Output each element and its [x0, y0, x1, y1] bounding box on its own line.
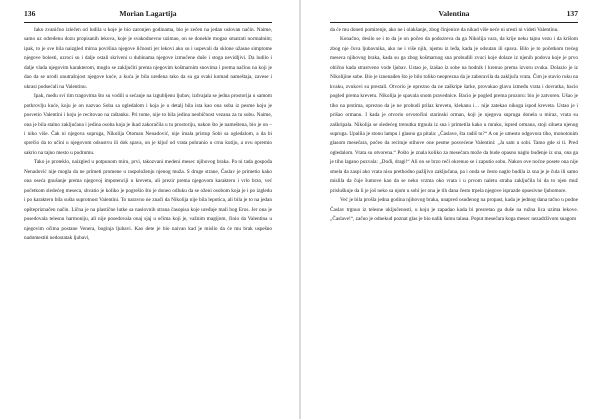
paragraph: Konačno, desilo se i to da je on počeo da podozreva da ga Nikolija vara, da krije neku tajnu vezu i da krišom zbog nje čuva ljubavnika, ako ne i više njih, njemu iz leđa, kada je odsutan ili spava. Bilo je to početkom trećeg meseca njihovog braka, kada su ga zbog košmarnog sna probudili zvuci koje dolaze iz njenih podova koje je prvo obično kada strastveno vode ljubav. Ustao je, izašao iz sobe na hodnik i krenuo prema izvoru zvuka. Dolazio je iz Nikolijine sobe. Bio je iznenađen što je bilo toliko neoprezna da je zaboravila da zaključa vrata. Čim je stavio ruku na kvaku, zvukovi su prestali. Otvorio je oprezno da ne zaškripe šarke, provukao glavu između vrata i dovratka, bacio pogled prema krevetu. Nikolija je spavala snom pravednice. Bacio je pogled prema prozoru: bio je zatvoren. Ušao je tiho na prstima, oprezno da je ne probudi prilaz krevetu, klekanu i… nije zatekao nikoga ispod kreveta. Ustao je i prišao ormanu. I kada je otvorio orvotočini starinski orman, koji je njegova supruga donela u miraz, vrata su zaškripala. Nikolija se sledećeg trenutka trgnula iz sna i primetila kako u mraku, ispred ormana, stoji silueta njenog supruga. Upalila je stonu lampu i glasno ga pitala: „Časlave, šta radiš tu?“ A on je umesto odgovora tiho, monotonim glasom mesečara, počeo da recituje stihove one pesme posvećene Valentini: „Ja sam u sobi. Tamo gde si ti. Pred ogledalom. Vrata su otvorena.“ Pošto je znala koliko za mesečara može da bude opasno naglo buđenje iz sna, ona ga je tiho lagano pozvala: „Dođi, dragi!“ Ali on se brzo reči okrenuo se i zaputio sobu. Nakon ove noćne posete ona nije smela da zaspi ako vrata nisu prethodno pažljivo zaključana, pa i onda se često naglo budila iz sna je je čula ili samo mislila da čuje šumove kao da se neko vrzma oko vrata i u prvom naletu straha zaključila bi da to njen muž prisluškuje da li je još neko sa njom u sobi jer ona je tih dana često trpela njegove isprazde opsesivne ljubomore. — [330, 36, 578, 194]
left-running-head: Morian Lagartija — [119, 9, 177, 18]
left-page-number: 136 — [24, 9, 36, 18]
right-running-head: Valentina — [438, 9, 470, 18]
paragraph: Iako zvanično izlečen od ludila u koje je bio zaronjen godinama, bio je zečen na jedan uslovan način. Naime, samo uz određenu dozu propisanih lekova, koje je svakodnevno uzimao, on se donekle mogao smatrati normalnim; ipak, to je sve bila naizgled mirna površina njegove ličnosti jer lekovi ako su i uspevali da sklone užasne simptome njegove bolesti, uzroci su i dalje ostali skriveni u dubinama njegove izmučene duše i stoga nevidljivi. Da ludilo i dalje vlada njegovim karakterom, moglo se zaključiti prema njegovim košmarnim snovima i prema načinu na koji je dao da se urodi unutrašnjost njegove kuće, a kuća je bila uređena tako da su ga svaki komad nameštaja, zavese i ukrasi podsećali na Valentinu. — [24, 27, 272, 90]
right-page-number: 137 — [566, 9, 578, 18]
left-page — [24, 0, 272, 419]
left-page-header — [24, 8, 272, 23]
left-page-body — [24, 26, 272, 415]
right-page — [330, 0, 578, 419]
paragraph: Ipak, među svi tim tragovima što su vodili u sećanje na izgubljenu ljubav, izdvajala se jedna prostorija u samom potkrovlju kuće, koju je on nazvao Soba sa ogledalom i koja je u detalj bila ista kao ona soba iz pesme koju je posvetio Valentini i koju je recitovao na raštanku. Pri tome, nije to bila jedina neobičnost vezana za tu sobu. Naime, ona je bila stalno zaključana i jedina osoba koja je ikad zakoračila u tu prostoriju, nakon što je nameštena, bio je on – i niko više. Čak ni njegova supruga, Nikolija Otoman Nenadović, nije imala pristup Sobi sa ogledalom, a da bi sprečio da to učini u njegovom odsustvu ili dok spava, on je ključ od vrata pohranio u crnu kutiju, a ovu opremio sakrio na tajno mesto u podrumu. — [24, 93, 272, 156]
right-page-body — [330, 26, 578, 415]
paragraph: Tako je proteklo, naizgled u potpunom miru, prvi, takozvani medeni mesec njihovog braka. Pa ni tada gospođa Nenadović nije mogla da ne primeti promene u raspoloženju njenog muža. S druge strane, Časlav je primetio kako ona oseća gnušanje prema njegovoj impotenciji u krevetu, ali prezir prema njegovom karakteru i vrlo brzo, već početkom sledećeg meseca, shvatio je koliko je pogrešio što je doneo odluku da se oženi osobom koja je i po izgledu i po karakteru bila sušta suprotnost Valentini. To naravno ne znači da Nikolija nije bila lepotica, ali bila je to na jedan opštepriznačen način. Lična je na plastične lutke sa naslovnih strana časopisa koje uređuje mali bog Eros. Jer ona je posedovala telesnu harmoniju, ali nije posedovala onaj sjaj u očima koji je, važnim magijom, činio da Valentina u njegovim očima postane Venera, boginja ljubavi. Kao dete je bio naivan kad je mislio da će mu brak uspešno nadomestiti nedostatak ljubavi, — [24, 159, 272, 241]
paragraph: da će mu doneti pomirenje, ako ne i olakšanje, zbog činjenice da nikad više neće ni sresti ni videti Valentinu. — [330, 27, 559, 33]
book-gutter — [299, 0, 301, 419]
paragraph: Već je bila prošla jedna godina njihovog braka, unapred osuđenog na propast, kada je jednog dana tačno u podne Časlav trgnuo iz telesne uključenosti, u koju je zapadao kada bi presretao ga duše na ružna lica uzima lekove. „Časlave!“, začuo je odnekud poznat glas je bio nalik šumu talasa. Poput mesečara koga mesec nezadrživom snagom — [330, 197, 578, 223]
right-page-header — [330, 8, 578, 23]
